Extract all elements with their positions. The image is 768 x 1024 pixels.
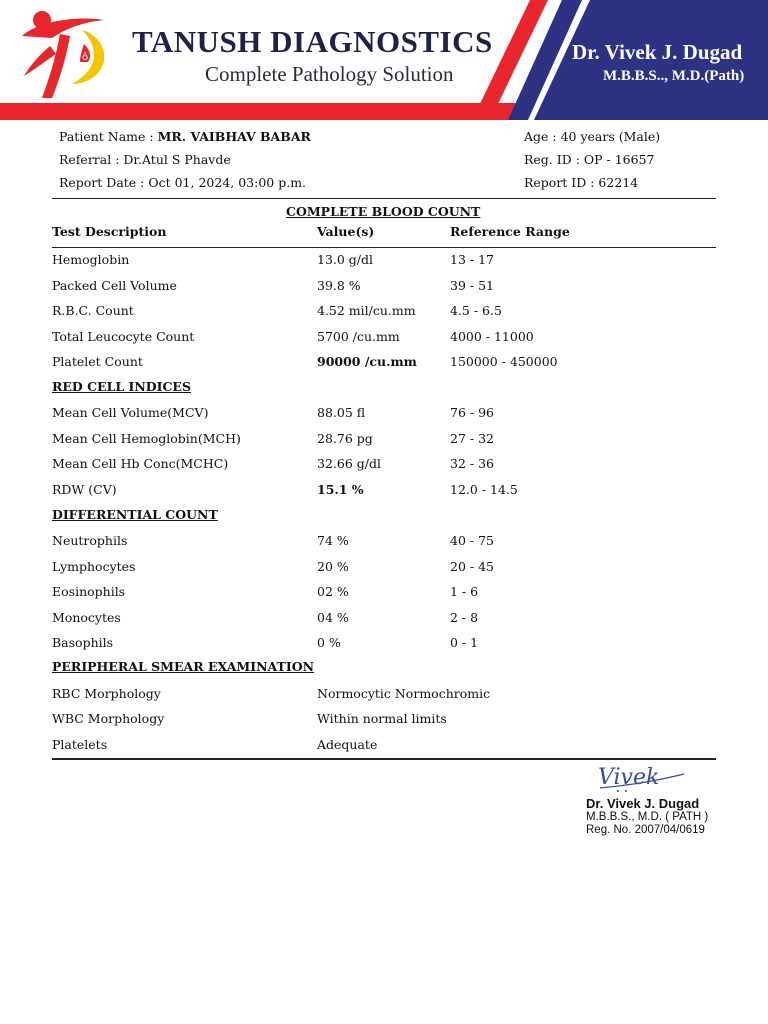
test-value: Normocytic Normochromic xyxy=(317,686,491,701)
test-name: R.B.C. Count xyxy=(52,303,134,319)
table-row xyxy=(52,431,716,449)
table-row xyxy=(52,610,716,628)
patient-name-value: MR. VAIBHAV BABAR xyxy=(157,129,311,144)
section-title-red-cell-indices: RED CELL INDICES xyxy=(52,379,191,394)
test-value: 39.8 % xyxy=(317,277,361,293)
test-name: Platelet Count xyxy=(52,354,143,370)
handwritten-signature xyxy=(592,760,692,796)
reference-range: 0 - 1 xyxy=(450,635,479,650)
test-value: 88.05 fl xyxy=(317,405,366,420)
report-title: COMPLETE BLOOD COUNT xyxy=(286,204,481,219)
test-name: WBC Morphology xyxy=(52,711,165,727)
test-value: 20 % xyxy=(317,558,349,574)
test-value: 4.52 mil/cu.mm xyxy=(317,303,416,319)
table-row xyxy=(52,354,716,372)
test-name: Eosinophils xyxy=(52,584,126,599)
reference-range: 40 - 75 xyxy=(450,533,494,548)
signature-doctor-name: Dr. Vivek J. Dugad xyxy=(586,796,700,811)
reference-range: 4.5 - 6.5 xyxy=(450,303,502,319)
reference-range: 13 - 17 xyxy=(450,252,494,267)
test-name: Lymphocytes xyxy=(52,558,136,574)
signature-reg-no: Reg. No. 2007/04/0619 xyxy=(586,824,705,836)
test-name: Mean Cell Volume(MCV) xyxy=(52,405,209,420)
test-value: 28.76 pg xyxy=(317,430,373,446)
patient-name-label: Patient Name : xyxy=(59,129,154,144)
test-name: Platelets xyxy=(52,736,108,752)
test-value: 32.66 g/dl xyxy=(317,456,381,471)
table-row xyxy=(52,329,716,347)
test-name: Mean Cell Hemoglobin(MCH) xyxy=(52,430,241,446)
column-header-test: Test Description xyxy=(52,224,167,239)
table-row xyxy=(52,405,716,423)
test-value: 5700 /cu.mm xyxy=(317,328,400,344)
test-name: Neutrophils xyxy=(52,533,128,548)
test-name: RBC Morphology xyxy=(52,686,161,701)
reference-range: 12.0 - 14.5 xyxy=(450,481,518,497)
test-value: 0 % xyxy=(317,635,341,650)
signature-qualification: M.B.B.S., M.D. ( PATH ) xyxy=(586,811,709,823)
test-name: Mean Cell Hb Conc(MCHC) xyxy=(52,456,229,471)
brand-tagline: Complete Pathology Solution xyxy=(205,62,454,86)
table-row xyxy=(52,252,716,270)
section-title-peripheral-smear: PERIPHERAL SMEAR EXAMINATION xyxy=(52,659,315,674)
test-name: Total Leucocyte Count xyxy=(52,328,195,344)
table-row xyxy=(52,584,716,602)
table-row xyxy=(52,635,716,653)
reference-range: 150000 - 450000 xyxy=(450,354,558,370)
patient-age: Age : 40 years (Male) xyxy=(524,129,661,144)
test-value: 74 % xyxy=(317,533,349,548)
registration-id: Reg. ID : OP - 16657 xyxy=(524,152,655,167)
reference-range: 76 - 96 xyxy=(450,405,494,420)
header-doctor-name: Dr. Vivek J. Dugad xyxy=(572,40,743,64)
header-doctor-qualification: M.B.B.S.., M.D.(Path) xyxy=(603,68,745,84)
table-row xyxy=(52,737,716,755)
reference-range: 20 - 45 xyxy=(450,558,494,574)
reference-range: 32 - 36 xyxy=(450,456,494,471)
test-name: Hemoglobin xyxy=(52,252,130,267)
test-value: 02 % xyxy=(317,584,349,599)
report-date: Report Date : Oct 01, 2024, 03:00 p.m. xyxy=(59,175,307,190)
reference-range: 2 - 8 xyxy=(450,609,479,625)
table-row xyxy=(52,559,716,577)
reference-range: 39 - 51 xyxy=(450,277,494,293)
test-name: Packed Cell Volume xyxy=(52,277,177,293)
test-name: RDW (CV) xyxy=(52,481,117,497)
table-row xyxy=(52,482,716,500)
test-value: 90000 /cu.mm xyxy=(317,354,417,370)
test-name: Monocytes xyxy=(52,609,121,625)
reference-range: 27 - 32 xyxy=(450,430,494,446)
patient-name xyxy=(59,129,311,144)
signature-text: Vivek xyxy=(598,765,660,790)
divider xyxy=(52,198,716,199)
column-header-value: Value(s) xyxy=(317,224,375,239)
reference-range: 4000 - 11000 xyxy=(450,328,534,344)
test-value: Within normal limits xyxy=(317,711,447,727)
report-id: Report ID : 62214 xyxy=(524,175,639,190)
table-row xyxy=(52,278,716,296)
test-value: 15.1 % xyxy=(317,481,364,497)
test-value: Adequate xyxy=(317,736,378,752)
table-row xyxy=(52,456,716,474)
reference-range: 1 - 6 xyxy=(450,584,479,599)
test-value: 13.0 g/dl xyxy=(317,252,374,267)
test-value: 04 % xyxy=(317,609,349,625)
brand-name: TANUSH DIAGNOSTICS xyxy=(132,24,493,59)
test-name: Basophils xyxy=(52,635,114,650)
lab-logo-icon xyxy=(22,11,104,98)
table-row xyxy=(52,711,716,729)
column-header-range: Reference Range xyxy=(450,224,570,239)
svg-text:ô: ô xyxy=(82,52,89,63)
table-row xyxy=(52,686,716,704)
referral: Referral : Dr.Atul S Phavde xyxy=(59,152,231,167)
divider xyxy=(52,247,716,248)
table-row xyxy=(52,533,716,551)
report-header xyxy=(0,0,768,120)
table-row xyxy=(52,303,716,321)
section-title-differential-count: DIFFERENTIAL COUNT xyxy=(52,507,218,522)
